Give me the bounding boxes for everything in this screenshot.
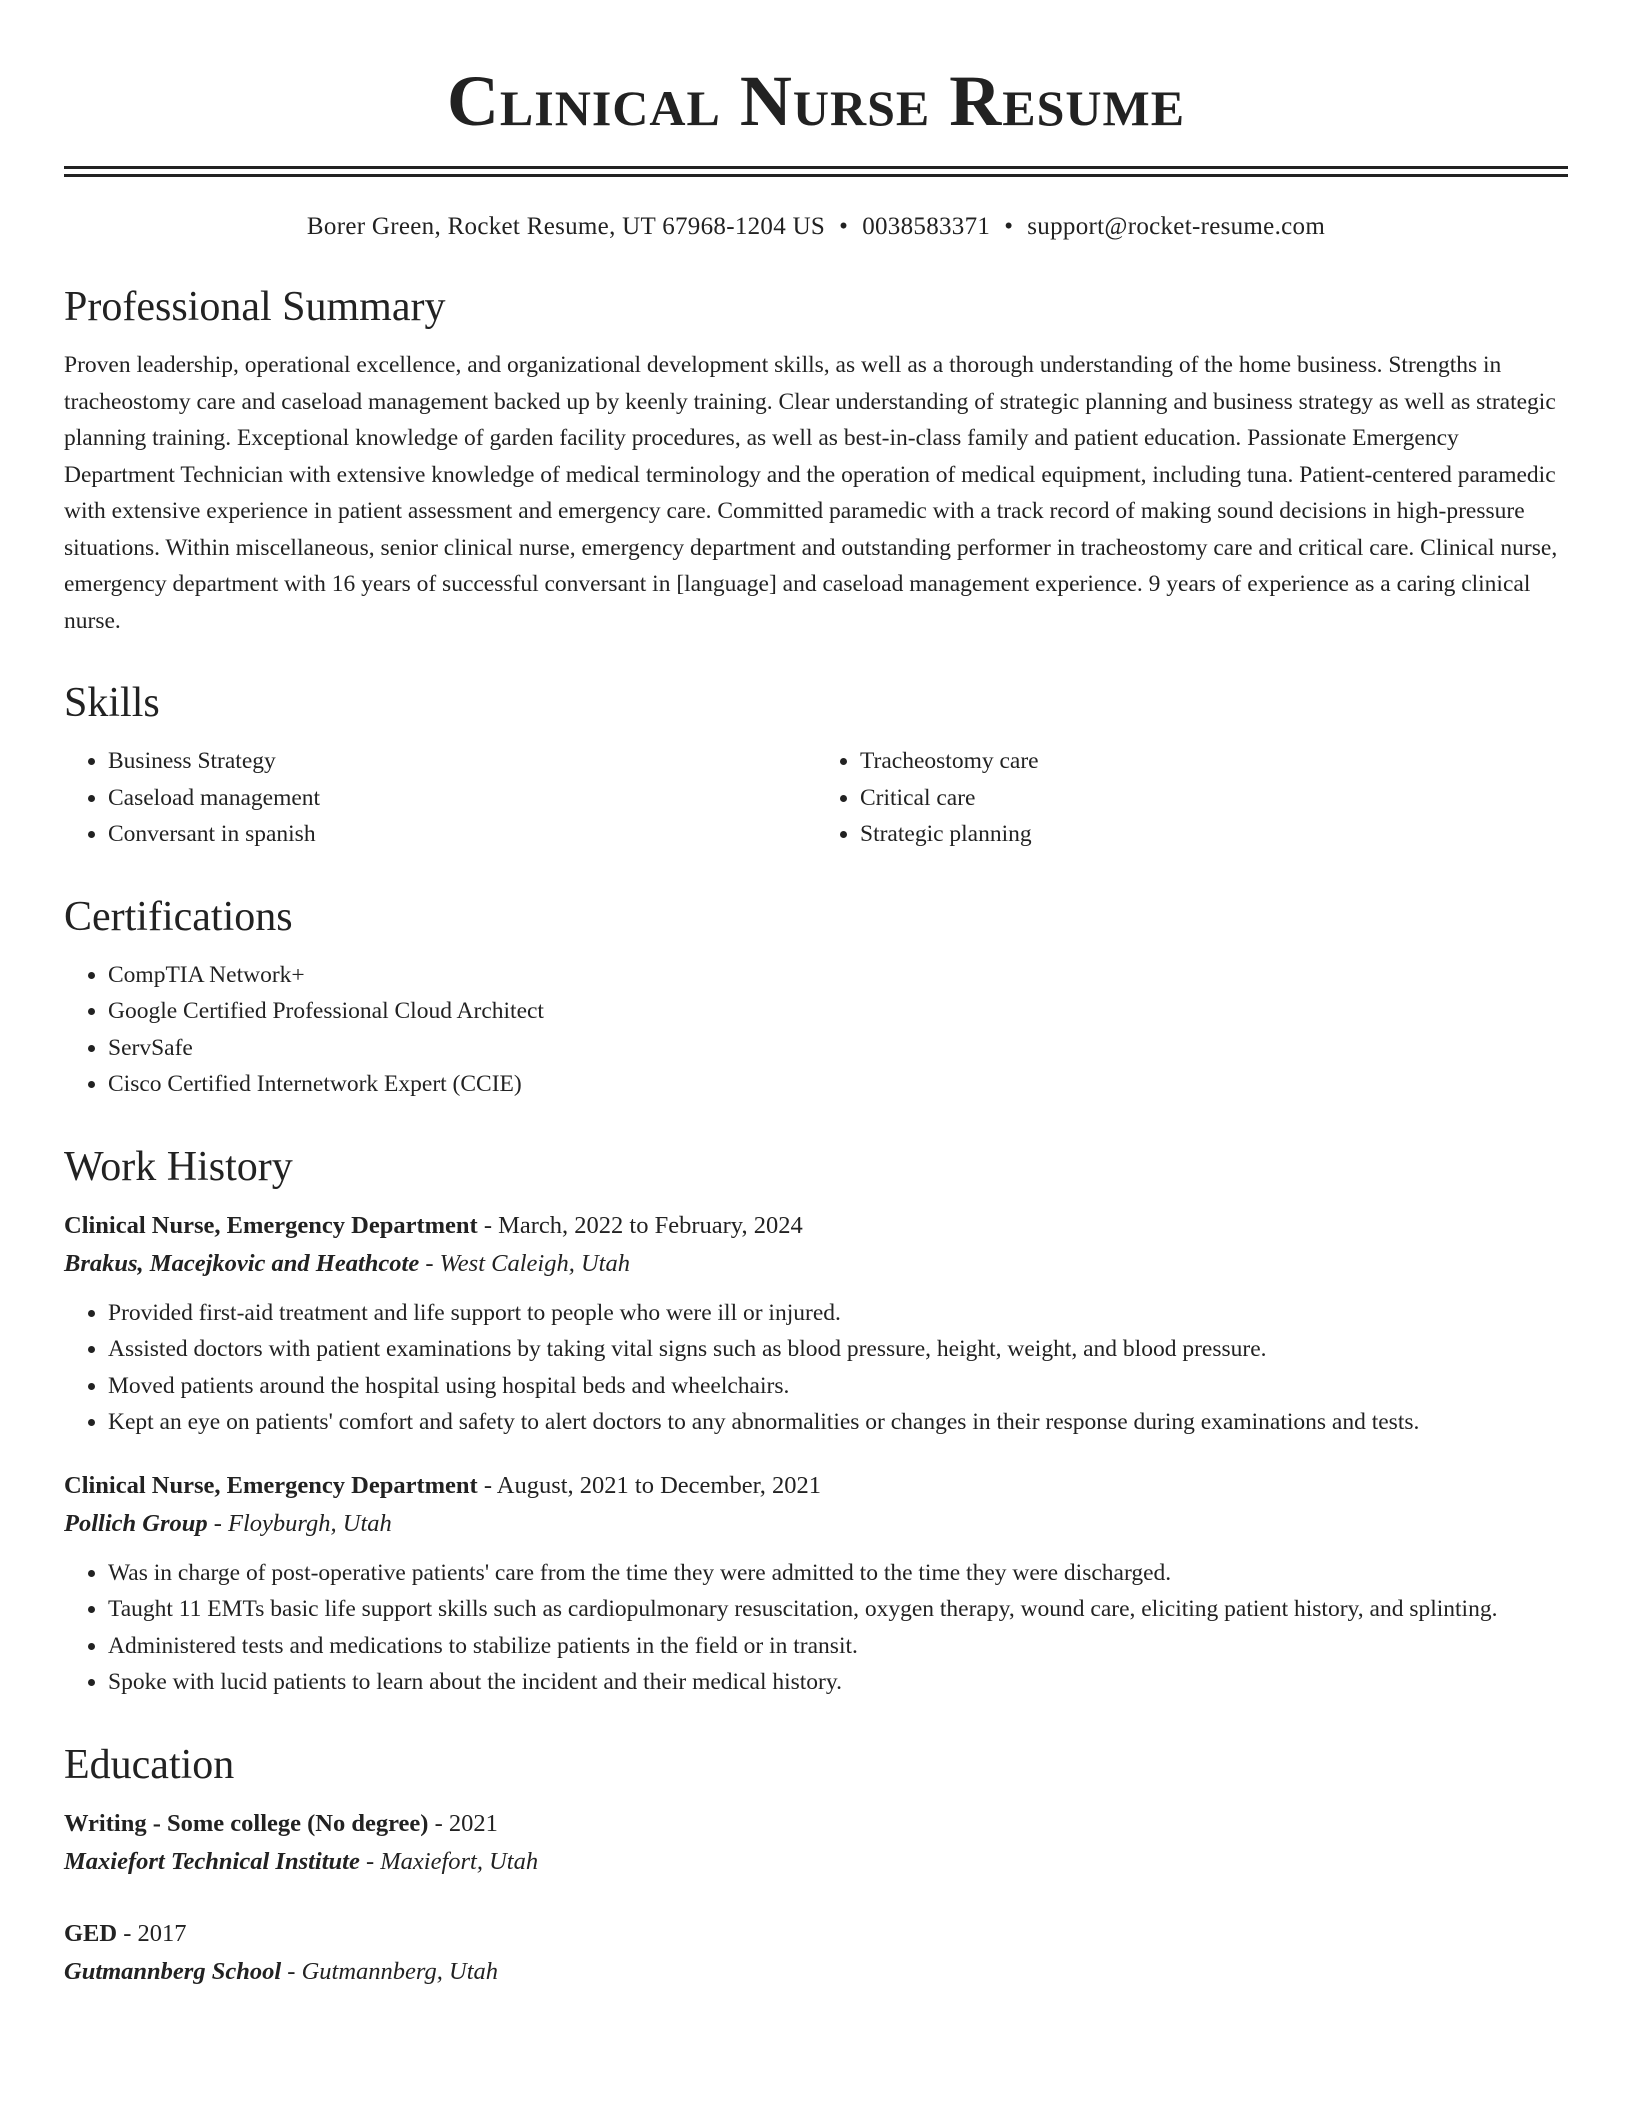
job-bullet: • Kept an eye on patients' comfort and safety to alert doctors to any abnormalities or changes in their response during examinations and tests. [108, 1404, 1568, 1441]
education-year: - 2017 [117, 1919, 187, 1947]
skill-item: • Tracheostomy care [860, 743, 1568, 780]
education-school: Gutmannberg School [64, 1957, 282, 1985]
job-bullets [64, 1555, 1568, 1701]
education-entry [64, 1805, 1568, 1881]
education-degree-line [64, 1915, 1568, 1953]
certifications-section [64, 893, 1568, 1103]
contact-line [64, 211, 1568, 243]
job-title-line [64, 1467, 1568, 1505]
education-degree-line [64, 1805, 1568, 1843]
job-dates: - March, 2022 to February, 2024 [477, 1211, 803, 1239]
job-company-line [64, 1245, 1568, 1283]
skills-section [64, 679, 1568, 853]
skill-item: • Business Strategy [108, 743, 816, 780]
education-degree: Writing - Some college (No degree) [64, 1809, 429, 1837]
education-year: - 2021 [428, 1809, 498, 1837]
skills-columns [64, 743, 1568, 853]
summary-section [64, 283, 1568, 639]
job-entry [64, 1467, 1568, 1701]
education-location: - Maxiefort, Utah [359, 1847, 539, 1875]
work-history-heading: Work History [64, 1143, 293, 1190]
job-bullet: • Moved patients around the hospital using hospital beds and wheelchairs. [108, 1368, 1568, 1405]
education-location: - Gutmannberg, Utah [281, 1957, 499, 1985]
job-location: - West Caleigh, Utah [419, 1249, 630, 1277]
summary-heading: Professional Summary [64, 284, 446, 330]
job-bullet: • Provided first-aid treatment and life support to people who were ill or injured. [108, 1295, 1568, 1332]
skills-list-left [64, 743, 816, 853]
work-history-section [64, 1143, 1568, 1701]
job-bullet: • Taught 11 EMTs basic life support skills such as cardiopulmonary resuscitation, oxygen therapy, wound care, eliciting patient history, and splinting. [108, 1591, 1568, 1628]
job-bullet: • Spoke with lucid patients to learn about the incident and their medical history. [108, 1664, 1568, 1701]
skills-list-right [816, 743, 1568, 853]
job-bullets [64, 1295, 1568, 1441]
skill-item: • Strategic planning [860, 816, 1568, 853]
contact-phone: 0038583371 [862, 213, 991, 240]
certifications-list [64, 957, 1568, 1103]
job-title: Clinical Nurse, Emergency Department [64, 1211, 478, 1239]
job-title: Clinical Nurse, Emergency Department [64, 1471, 478, 1499]
certification-item: • Cisco Certified Internetwork Expert (CCIE) [108, 1066, 1568, 1103]
education-school: Maxiefort Technical Institute [64, 1847, 360, 1875]
certification-item: • ServSafe [108, 1030, 1568, 1067]
job-entry [64, 1207, 1568, 1441]
job-title-line [64, 1207, 1568, 1245]
contact-email: support@rocket-resume.com [1027, 213, 1326, 240]
education-school-line [64, 1953, 1568, 1991]
certification-item: • Google Certified Professional Cloud Architect [108, 993, 1568, 1030]
skill-item: • Critical care [860, 780, 1568, 817]
education-entry [64, 1915, 1568, 1991]
job-company: Brakus, Macejkovic and Heathcote [64, 1249, 420, 1277]
contact-separator: • [1004, 213, 1014, 240]
education-section [64, 1741, 1568, 1991]
job-bullet: • Was in charge of post-operative patients' care from the time they were admitted to the time they were discharged. [108, 1555, 1568, 1592]
resume-title: Clinical Nurse Resume [446, 61, 1186, 141]
job-dates: - August, 2021 to December, 2021 [477, 1471, 822, 1499]
skill-item: • Conversant in spanish [108, 816, 816, 853]
job-bullet: • Assisted doctors with patient examinations by taking vital signs such as blood pressure, height, weight, and blood pressure. [108, 1331, 1568, 1368]
certification-item: • CompTIA Network+ [108, 957, 1568, 994]
summary-text: Proven leadership, operational excellence, and organizational development skills, as well as a thorough understanding of the home business. Strengths in tracheostomy care and caseload management backed up by keenly training. Clear understanding of strategic planning and business strategy as well as strategic planning training. Exceptional knowledge of garden facility procedures, as well as best-in-class family and patient education. Passionate Emergency Department Technician with extensive knowledge of medical terminology and the operation of medical equipment, including tuna. Patient-centered paramedic with extensive experience in patient assessment and emergency care. Committed paramedic with a track record of making sound decisions in high-pressure situations. Within miscellaneous, senior clinical nurse, emergency department and outstanding performer in tracheostomy care and critical care. Clinical nurse, emergency department with 16 years of successful conversant in [language] and caseload management experience. 9 years of experience as a caring clinical nurse. [64, 352, 1558, 634]
job-bullet: • Administered tests and medications to stabilize patients in the field or in transit. [108, 1628, 1568, 1665]
certifications-heading: Certifications [64, 893, 293, 940]
job-company: Pollich Group [64, 1509, 208, 1537]
education-degree: GED [64, 1919, 118, 1947]
job-location: - Floyburgh, Utah [207, 1509, 392, 1537]
contact-separator: • [839, 213, 849, 240]
skill-item: • Caseload management [108, 780, 816, 817]
job-company-line [64, 1505, 1568, 1543]
education-school-line [64, 1843, 1568, 1881]
contact-address: Borer Green, Rocket Resume, UT 67968-1204 US [306, 213, 826, 240]
education-heading: Education [64, 1741, 235, 1788]
title-divider [64, 166, 1568, 177]
skills-heading: Skills [64, 680, 160, 726]
